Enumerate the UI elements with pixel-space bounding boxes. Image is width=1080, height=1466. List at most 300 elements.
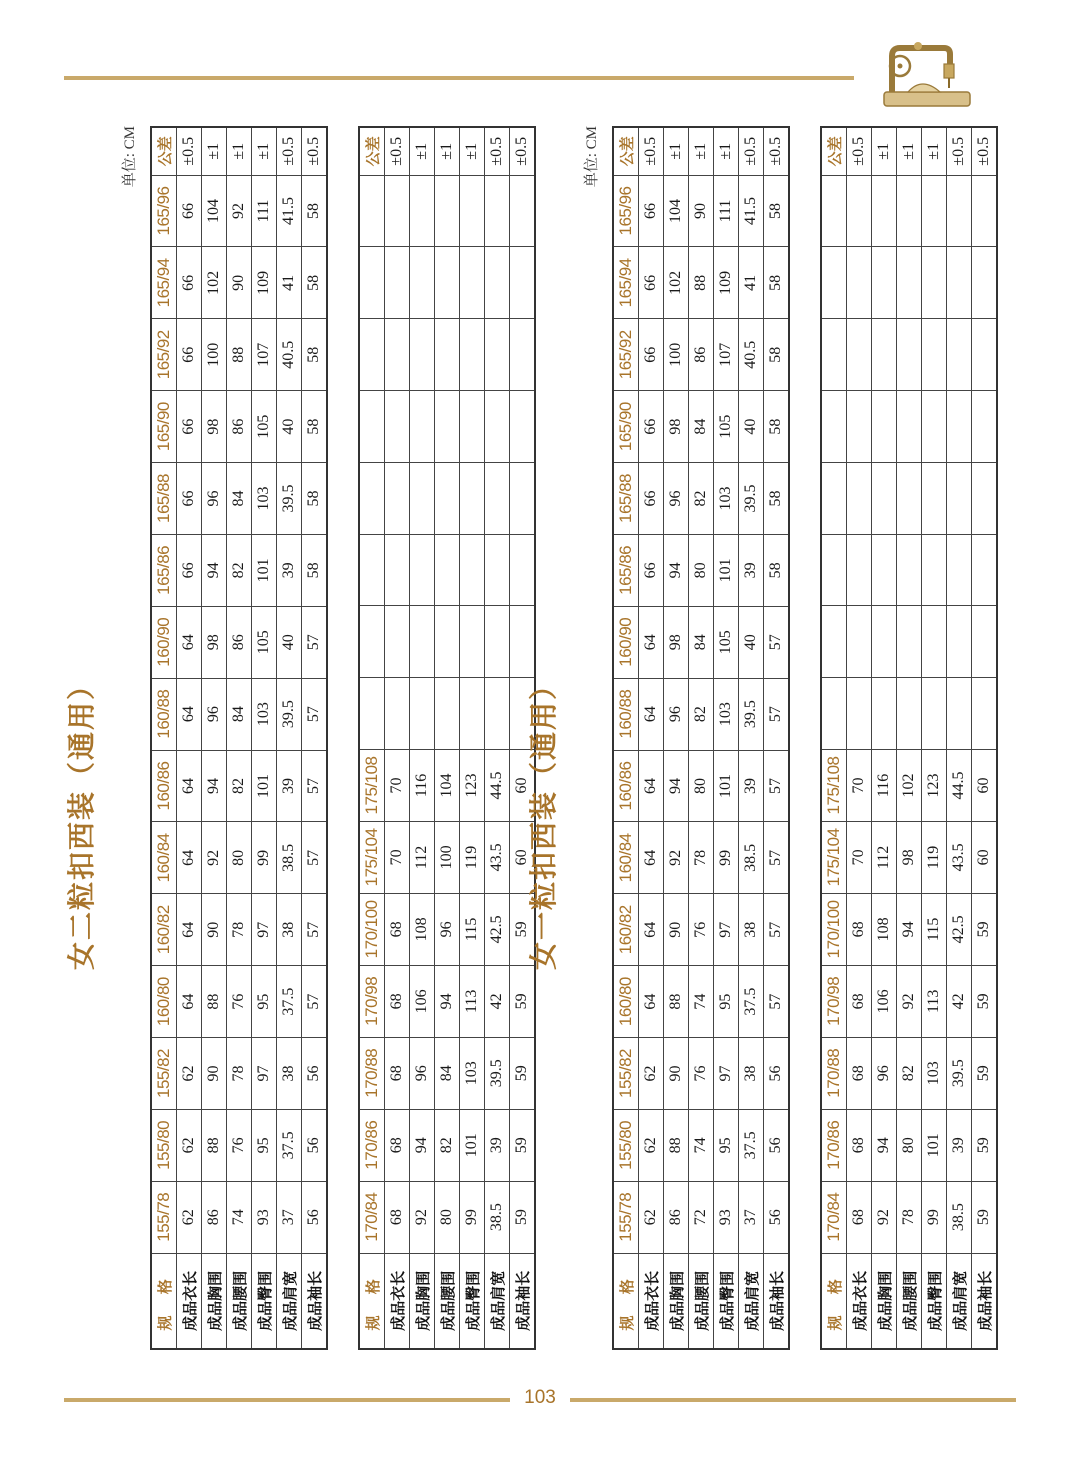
measurement-value: 84 [689, 391, 714, 463]
measurement-value: 64 [639, 750, 664, 822]
measurement-value: 39 [277, 750, 302, 822]
measurement-value: 39 [277, 534, 302, 606]
measurement-value: 57 [302, 894, 328, 966]
measurement-value: 99 [460, 1181, 485, 1253]
measurement-value: 97 [714, 894, 739, 966]
measurement-value: 58 [764, 247, 790, 319]
measurement-value: 97 [252, 894, 277, 966]
size-column-header: 170/86 [821, 1109, 847, 1181]
empty-cell [460, 678, 485, 750]
header-row [151, 127, 177, 1349]
measurement-value: 70 [385, 821, 410, 893]
measurement-value: 39 [739, 534, 764, 606]
empty-cell [359, 606, 385, 678]
empty-cell [485, 462, 510, 534]
empty-cell [410, 391, 435, 463]
size-table-tall [358, 126, 536, 1350]
measurement-value: 62 [177, 1038, 202, 1110]
measurement-value: 96 [664, 463, 689, 535]
measurement-value: 74 [227, 1181, 252, 1253]
empty-cell [821, 534, 847, 606]
measurement-value: 57 [764, 894, 790, 966]
size-column-header: 160/80 [151, 966, 177, 1038]
measurement-value: 66 [177, 391, 202, 463]
measurement-value: 90 [202, 1038, 227, 1110]
empty-cell [947, 319, 972, 391]
empty-cell [460, 319, 485, 391]
measurement-value: 123 [922, 749, 947, 821]
measurement-value: 92 [664, 822, 689, 894]
measurement-label: 成品腰围 [227, 1253, 252, 1349]
measurement-value: 95 [714, 1109, 739, 1181]
measurement-value: 44.5 [947, 749, 972, 821]
empty-cell [821, 462, 847, 534]
measurement-value: 82 [689, 463, 714, 535]
empty-cell [359, 391, 385, 463]
empty-cell [872, 391, 897, 463]
measurement-value: 68 [847, 1037, 872, 1109]
tolerance-value: ±0.5 [385, 127, 410, 175]
measurement-value: 58 [302, 463, 328, 535]
tolerance-value: ±0.5 [177, 127, 202, 175]
empty-cell [821, 606, 847, 678]
empty-cell [872, 678, 897, 750]
measurement-value: 37.5 [739, 1109, 764, 1181]
measurement-value: 93 [714, 1181, 739, 1253]
empty-cell [972, 175, 998, 247]
empty-cell [460, 606, 485, 678]
empty-cell [847, 534, 872, 606]
measurement-label: 成品胸围 [410, 1253, 435, 1349]
measurement-value: 100 [435, 821, 460, 893]
measurement-value: 94 [202, 534, 227, 606]
empty-cell [947, 678, 972, 750]
measurement-value: 106 [410, 965, 435, 1037]
measurement-value: 62 [639, 1109, 664, 1181]
spec-label-header: 规 格 [359, 1253, 385, 1349]
measurement-value: 86 [664, 1181, 689, 1253]
empty-cell [972, 391, 998, 463]
table-row [460, 127, 485, 1349]
measurement-value: 57 [302, 678, 328, 750]
size-column-header: 175/108 [821, 749, 847, 821]
measurement-value: 108 [410, 893, 435, 965]
empty-cell [460, 391, 485, 463]
measurement-value: 39.5 [277, 678, 302, 750]
measurement-value: 37 [739, 1181, 764, 1253]
measurement-value: 68 [385, 1181, 410, 1253]
table-row [664, 127, 689, 1349]
measurement-value: 39.5 [277, 463, 302, 535]
empty-cell [460, 247, 485, 319]
measurement-value: 104 [664, 175, 689, 247]
measurement-value: 96 [872, 1037, 897, 1109]
measurement-value: 60 [972, 749, 998, 821]
measurement-value: 99 [252, 822, 277, 894]
table-row [277, 127, 302, 1349]
empty-cell [410, 606, 435, 678]
measurement-label: 成品腰围 [689, 1253, 714, 1349]
measurement-value: 119 [460, 821, 485, 893]
empty-cell [947, 391, 972, 463]
tolerance-value: ±1 [435, 127, 460, 175]
measurement-value: 115 [460, 893, 485, 965]
measurement-value: 58 [764, 319, 790, 391]
measurement-value: 38 [277, 1038, 302, 1110]
size-column-header: 165/92 [613, 319, 639, 391]
empty-cell [485, 247, 510, 319]
measurement-value: 66 [639, 391, 664, 463]
empty-cell [410, 319, 435, 391]
measurement-value: 98 [202, 606, 227, 678]
measurement-value: 68 [385, 965, 410, 1037]
size-column-header: 160/82 [151, 894, 177, 966]
empty-cell [922, 319, 947, 391]
measurement-value: 94 [410, 1109, 435, 1181]
measurement-value: 80 [897, 1109, 922, 1181]
tolerance-value: ±1 [227, 127, 252, 175]
measurement-value: 84 [689, 606, 714, 678]
measurement-value: 92 [227, 175, 252, 247]
measurement-value: 68 [847, 1109, 872, 1181]
measurement-label: 成品衣长 [639, 1253, 664, 1349]
measurement-value: 86 [689, 319, 714, 391]
empty-cell [410, 534, 435, 606]
table-row [202, 127, 227, 1349]
measurement-value: 57 [302, 966, 328, 1038]
empty-cell [922, 391, 947, 463]
empty-cell [821, 319, 847, 391]
measurement-value: 40.5 [277, 319, 302, 391]
table-row [302, 127, 328, 1349]
measurement-value: 68 [385, 1037, 410, 1109]
size-column-header: 170/98 [359, 965, 385, 1037]
empty-cell [359, 247, 385, 319]
empty-cell [510, 175, 536, 247]
empty-cell [485, 391, 510, 463]
empty-cell [922, 534, 947, 606]
measurement-value: 57 [764, 606, 790, 678]
measurement-value: 64 [639, 966, 664, 1038]
empty-cell [385, 175, 410, 247]
measurement-value: 39.5 [739, 678, 764, 750]
size-column-header: 165/96 [613, 175, 639, 247]
empty-cell [922, 678, 947, 750]
measurement-value: 64 [639, 606, 664, 678]
measurement-label: 成品胸围 [664, 1253, 689, 1349]
empty-cell [821, 391, 847, 463]
measurement-value: 58 [302, 247, 328, 319]
measurement-value: 72 [689, 1181, 714, 1253]
empty-cell [972, 462, 998, 534]
empty-cell [922, 462, 947, 534]
size-column-header: 160/90 [613, 606, 639, 678]
measurement-value: 41.5 [277, 175, 302, 247]
empty-cell [435, 462, 460, 534]
empty-cell [385, 606, 410, 678]
measurement-value: 58 [302, 319, 328, 391]
measurement-value: 40 [277, 606, 302, 678]
empty-cell [485, 678, 510, 750]
measurement-value: 62 [177, 1109, 202, 1181]
measurement-label: 成品衣长 [177, 1253, 202, 1349]
measurement-value: 40 [277, 391, 302, 463]
measurement-value: 66 [177, 247, 202, 319]
measurement-value: 59 [510, 893, 536, 965]
empty-cell [385, 678, 410, 750]
tolerance-value: ±1 [714, 127, 739, 175]
measurement-value: 38.5 [739, 822, 764, 894]
table-row [252, 127, 277, 1349]
measurement-value: 40.5 [739, 319, 764, 391]
measurement-value: 88 [689, 247, 714, 319]
measurement-value: 107 [252, 319, 277, 391]
empty-cell [435, 678, 460, 750]
empty-cell [460, 462, 485, 534]
empty-cell [359, 678, 385, 750]
empty-cell [947, 175, 972, 247]
measurement-value: 94 [202, 750, 227, 822]
table-row [897, 127, 922, 1349]
empty-cell [485, 319, 510, 391]
measurement-value: 64 [177, 606, 202, 678]
measurement-value: 88 [227, 319, 252, 391]
measurement-value: 90 [227, 247, 252, 319]
measurement-value: 41.5 [739, 175, 764, 247]
empty-cell [435, 534, 460, 606]
tolerance-value: ±1 [922, 127, 947, 175]
measurement-label: 成品袖长 [764, 1253, 790, 1349]
measurement-value: 56 [302, 1038, 328, 1110]
tolerance-value: ±1 [252, 127, 277, 175]
empty-cell [847, 319, 872, 391]
measurement-value: 94 [664, 750, 689, 822]
size-column-header: 155/80 [151, 1109, 177, 1181]
measurement-value: 60 [510, 821, 536, 893]
measurement-value: 93 [252, 1181, 277, 1253]
measurement-value: 38.5 [947, 1181, 972, 1253]
measurement-value: 98 [664, 606, 689, 678]
empty-cell [947, 606, 972, 678]
measurement-value: 111 [252, 175, 277, 247]
measurement-value: 97 [252, 1038, 277, 1110]
measurement-value: 104 [202, 175, 227, 247]
measurement-value: 92 [897, 965, 922, 1037]
size-column-header: 160/88 [613, 678, 639, 750]
size-table-tall [820, 126, 998, 1350]
measurement-value: 103 [714, 463, 739, 535]
empty-cell [872, 175, 897, 247]
size-column-header: 170/100 [821, 893, 847, 965]
measurement-value: 112 [872, 821, 897, 893]
empty-cell [410, 175, 435, 247]
measurement-value: 62 [639, 1038, 664, 1110]
measurement-value: 82 [689, 678, 714, 750]
measurement-value: 59 [972, 1037, 998, 1109]
empty-cell [972, 247, 998, 319]
measurement-value: 57 [764, 822, 790, 894]
empty-cell [922, 606, 947, 678]
measurement-value: 94 [435, 965, 460, 1037]
measurement-value: 113 [460, 965, 485, 1037]
measurement-value: 94 [897, 893, 922, 965]
measurement-value: 70 [847, 821, 872, 893]
measurement-value: 90 [664, 1038, 689, 1110]
measurement-value: 59 [510, 965, 536, 1037]
measurement-value: 41 [739, 247, 764, 319]
measurement-value: 37 [277, 1181, 302, 1253]
measurement-value: 58 [764, 463, 790, 535]
measurement-value: 62 [177, 1181, 202, 1253]
size-column-header: 160/80 [613, 966, 639, 1038]
tolerance-value: ±1 [410, 127, 435, 175]
empty-cell [872, 606, 897, 678]
measurement-value: 99 [922, 1181, 947, 1253]
empty-cell [847, 247, 872, 319]
empty-cell [897, 534, 922, 606]
measurement-value: 98 [897, 821, 922, 893]
size-column-header: 170/86 [359, 1109, 385, 1181]
size-column-header: 165/90 [613, 391, 639, 463]
size-column-header: 155/78 [613, 1181, 639, 1253]
tolerance-value: ±0.5 [739, 127, 764, 175]
measurement-label: 成品肩宽 [277, 1253, 302, 1349]
measurement-value: 106 [872, 965, 897, 1037]
measurement-value: 74 [689, 966, 714, 1038]
measurement-value: 88 [664, 966, 689, 1038]
tolerance-header: 公差 [613, 127, 639, 175]
measurement-value: 103 [714, 678, 739, 750]
size-column-header: 170/84 [359, 1181, 385, 1253]
size-column-header: 160/88 [151, 678, 177, 750]
measurement-value: 94 [872, 1109, 897, 1181]
sewing-machine-icon [878, 36, 974, 110]
empty-cell [435, 606, 460, 678]
measurement-value: 56 [764, 1038, 790, 1110]
measurement-value: 107 [714, 319, 739, 391]
measurement-value: 38 [277, 894, 302, 966]
measurement-value: 86 [202, 1181, 227, 1253]
measurement-value: 68 [847, 1181, 872, 1253]
measurement-value: 105 [252, 606, 277, 678]
measurement-value: 113 [922, 965, 947, 1037]
measurement-value: 86 [227, 391, 252, 463]
measurement-value: 82 [897, 1037, 922, 1109]
empty-cell [359, 462, 385, 534]
measurement-value: 119 [922, 821, 947, 893]
empty-cell [821, 678, 847, 750]
size-table-petite-medium [612, 126, 790, 1350]
measurement-value: 64 [177, 894, 202, 966]
size-column-header: 170/88 [821, 1037, 847, 1109]
measurement-label: 成品肩宽 [485, 1253, 510, 1349]
measurement-value: 103 [252, 463, 277, 535]
measurement-value: 59 [510, 1181, 536, 1253]
measurement-value: 59 [510, 1037, 536, 1109]
empty-cell [385, 391, 410, 463]
tolerance-value: ±1 [689, 127, 714, 175]
measurement-value: 58 [302, 175, 328, 247]
measurement-value: 58 [764, 534, 790, 606]
measurement-value: 90 [689, 175, 714, 247]
empty-cell [847, 462, 872, 534]
measurement-value: 39 [485, 1109, 510, 1181]
measurement-label: 成品袖长 [510, 1253, 536, 1349]
measurement-value: 103 [252, 678, 277, 750]
measurement-label: 成品肩宽 [739, 1253, 764, 1349]
empty-cell [460, 534, 485, 606]
measurement-value: 80 [435, 1181, 460, 1253]
measurement-value: 80 [227, 822, 252, 894]
measurement-value: 98 [202, 391, 227, 463]
measurement-value: 100 [664, 319, 689, 391]
size-column-header: 165/94 [613, 247, 639, 319]
measurement-value: 98 [664, 391, 689, 463]
empty-cell [872, 534, 897, 606]
measurement-value: 42.5 [485, 893, 510, 965]
empty-cell [972, 534, 998, 606]
table-row [847, 127, 872, 1349]
measurement-value: 41 [277, 247, 302, 319]
top-rule [64, 76, 854, 80]
measurement-value: 59 [972, 1181, 998, 1253]
empty-cell [385, 462, 410, 534]
empty-cell [947, 462, 972, 534]
empty-cell [485, 534, 510, 606]
measurement-value: 66 [639, 319, 664, 391]
table-row [764, 127, 790, 1349]
measurement-value: 116 [410, 749, 435, 821]
measurement-value: 39.5 [739, 463, 764, 535]
measurement-value: 105 [714, 606, 739, 678]
measurement-value: 76 [227, 966, 252, 1038]
measurement-value: 57 [302, 822, 328, 894]
measurement-value: 70 [847, 749, 872, 821]
measurement-value: 101 [252, 750, 277, 822]
empty-cell [897, 462, 922, 534]
unit-label: 单位: CM [584, 126, 600, 188]
size-column-header: 160/90 [151, 606, 177, 678]
measurement-value: 86 [227, 606, 252, 678]
size-column-header: 155/78 [151, 1181, 177, 1253]
measurement-value: 58 [302, 391, 328, 463]
measurement-value: 59 [972, 893, 998, 965]
measurement-value: 96 [410, 1037, 435, 1109]
measurement-value: 59 [510, 1109, 536, 1181]
measurement-value: 42 [947, 965, 972, 1037]
size-column-header: 170/98 [821, 965, 847, 1037]
measurement-label: 成品胸围 [202, 1253, 227, 1349]
measurement-value: 90 [664, 894, 689, 966]
measurement-value: 59 [972, 965, 998, 1037]
measurement-value: 115 [922, 893, 947, 965]
measurement-label: 成品腰围 [435, 1253, 460, 1349]
size-column-header: 165/86 [151, 534, 177, 606]
tolerance-value: ±1 [202, 127, 227, 175]
empty-cell [410, 247, 435, 319]
size-column-header: 175/104 [821, 821, 847, 893]
measurement-label: 成品肩宽 [947, 1253, 972, 1349]
empty-cell [435, 391, 460, 463]
measurement-value: 66 [639, 247, 664, 319]
measurement-value: 76 [689, 894, 714, 966]
measurement-label: 成品胸围 [872, 1253, 897, 1349]
header-row [613, 127, 639, 1349]
measurement-value: 105 [714, 391, 739, 463]
spec-sheet-two-button [67, 126, 538, 1350]
empty-cell [872, 247, 897, 319]
tolerance-header: 公差 [359, 127, 385, 175]
